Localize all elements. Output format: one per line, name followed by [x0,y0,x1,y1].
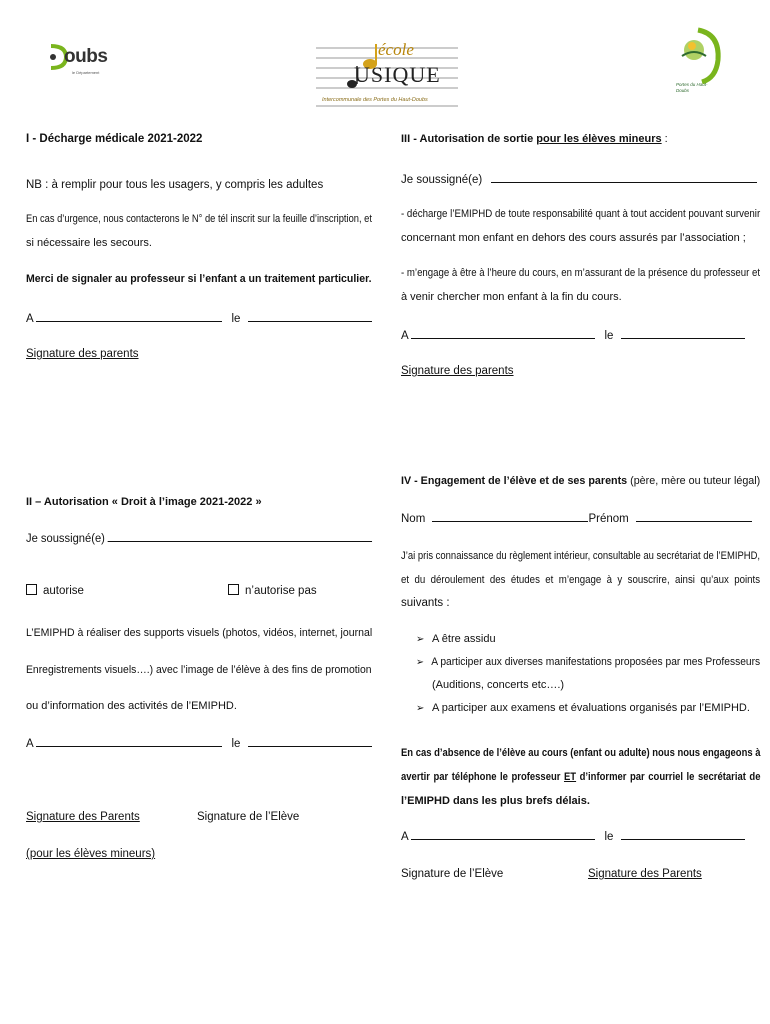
section-4-bullet-2 [416,651,760,674]
section-3-le-label: le [604,330,614,342]
section-4-absence-line2-b: d’informer par courriel le secrétariat de [576,771,761,783]
section-4-bullet-1-text: A être assidu [432,633,496,645]
section-2-place-field[interactable] [36,735,222,747]
section-4-text-line3: suivants : [401,597,450,609]
section-4-bullet-3-text: A participer aux examens et évaluations organisés par l’EMIPHD. [432,702,750,714]
doubs-logo-text: oubs [64,46,108,67]
section-3-title-underlined: pour les élèves mineurs [536,133,662,145]
section-2-text-line1: L’EMIPHD à réaliser des supports visuels (photos, vidéos, internet, journal [26,627,373,639]
ecole-logo-subtitle: Intercommunale des Portes du Haut-Doubs [322,97,428,103]
section-4-bullet-1 [416,628,496,651]
section-3-place-field[interactable] [411,327,595,339]
section-4-title-rest: (père, mère ou tuteur légal) [627,475,761,487]
section-1-signature-label: Signature des parents [26,348,139,360]
section-4-absence-line2-a: avertir par téléphone le professeur [401,771,564,783]
section-4-absence-line3: l’EMIPHD dans les plus brefs délais. [401,795,590,807]
section-1-le-label: le [231,313,241,325]
section-4-signature-eleve: Signature de l’Elève [401,868,504,880]
section-2-date-field[interactable] [248,735,372,747]
section-3-engage-line1: - m’engage à être à l’heure du cours, en m’assurant de la présence du professeur et [401,267,761,279]
section-2-nautorise-option[interactable] [228,580,317,603]
section-2-soussigne-label: Je soussigné(e) [26,533,105,545]
doubs-logo-subtitle: le Département [72,70,100,75]
section-4-date-field[interactable] [621,828,745,840]
section-3-decharge-line1: - décharge l’EMIPHD de toute responsabilité quant à tout accident pouvant survenir [401,208,761,220]
section-2-text-line3: ou d’information des activités de l’EMIPHD. [26,700,237,712]
section-4-place-field[interactable] [411,828,595,840]
section-3-signature-label: Signature des parents [401,365,514,377]
section-2-le-label: le [231,738,241,750]
arrow-bullet-icon: ➢ [416,634,425,645]
arrow-bullet-icon: ➢ [416,657,424,668]
section-4-a-label: A [401,831,409,843]
section-4-text-line2: et du déroulement des études et m’engage à y souscrire, ainsi qu’aux points [401,574,761,586]
section-3-soussigne-label: Je soussigné(e) [401,174,483,186]
section-4-absence-line1: En cas d’absence de l’élève au cours (enfant ou adulte) nous nous engageons à [401,747,761,759]
arrow-bullet-icon: ➢ [416,703,425,714]
section-2-mineurs-note: (pour les élèves mineurs) [26,848,156,860]
portes-logo-text: Portes du Haut-Doubs [676,82,708,93]
section-3-place-date [401,325,745,348]
autorise-label: autorise [43,585,84,597]
section-3-date-field[interactable] [621,327,745,339]
section-3-engage-line2: à venir chercher mon enfant à la fin du cours. [401,291,622,303]
section-4-nom-label: Nom [401,513,426,525]
section-3-title [401,128,668,151]
ecole-musique-logo [316,38,458,110]
section-2-text-line2: Enregistrements visuels….) avec l’image de l’élève à des fins de promotion [26,664,372,676]
section-4-bullet-2-cont: (Auditions, concerts etc….) [432,679,565,691]
portes-haut-doubs-logo [668,26,724,98]
section-1-place-field[interactable] [36,310,222,322]
section-2-autorise-option[interactable] [26,580,84,603]
nautorise-checkbox[interactable] [228,584,239,595]
section-3-a-label: A [401,330,409,342]
section-3-title-end: : [661,133,668,145]
section-3-soussigne-row [401,169,757,192]
section-1-urgence-line2: si nécessaire les secours. [26,237,152,249]
section-4-le-label: le [604,831,614,843]
section-1-a-label: A [26,313,34,325]
section-1-nb: NB : à remplir pour tous les usagers, y compris les adultes [26,179,324,191]
section-4-title-bold: IV - Engagement de l’élève et de ses parents [401,475,628,487]
section-4-prenom-label: Prénom [588,513,629,525]
section-4-signature-parents: Signature des Parents [588,868,702,880]
section-1-date-field[interactable] [248,310,372,322]
section-4-absence-et: ET [563,771,577,783]
doubs-logo [48,42,108,82]
section-4-title [401,470,760,493]
section-2-place-date [26,733,372,756]
section-4-text-line1: J’ai pris connaissance du règlement intérieur, consultable au secrétariat de l’EMIPHD, [401,550,761,562]
section-4-bullet-3 [416,697,750,720]
section-4-nom-prenom-row [401,508,752,531]
section-4-prenom-field[interactable] [636,510,752,522]
section-1-title: I - Décharge médicale 2021-2022 [26,133,203,145]
section-3-name-field[interactable] [491,171,757,183]
section-2-signature-parents: Signature des Parents [26,811,140,823]
autorise-checkbox[interactable] [26,584,37,595]
ecole-logo-bottom-text: USIQUE [354,62,441,87]
nautorise-label: n’autorise pas [245,585,317,597]
section-1-merci: Merci de signaler au professeur si l’enfant a un traitement particulier. [26,273,372,285]
section-4-absence-line2 [401,766,760,789]
section-4-place-date [401,826,745,849]
section-3-title-main: III - Autorisation de sortie [401,133,537,145]
section-2-a-label: A [26,738,34,750]
ecole-logo-top-text: école [378,40,414,59]
section-2-soussigne-row [26,528,372,551]
section-1-urgence-line1: En cas d’urgence, nous contacterons le N° de tél inscrit sur la feuille d’inscription, et [26,213,372,225]
section-2-signature-eleve: Signature de l’Elève [197,811,300,823]
section-3-decharge-line2: concernant mon enfant en dehors des cours assurés par l’association ; [401,232,746,244]
section-2-title: II – Autorisation « Droit à l’image 2021-2022 » [26,496,262,508]
section-2-name-field[interactable] [108,530,372,542]
section-1-place-date [26,308,372,331]
section-4-nom-field[interactable] [432,510,588,522]
section-4-bullet-2-text: A participer aux diverses manifestations proposées par mes Professeurs [431,656,761,668]
